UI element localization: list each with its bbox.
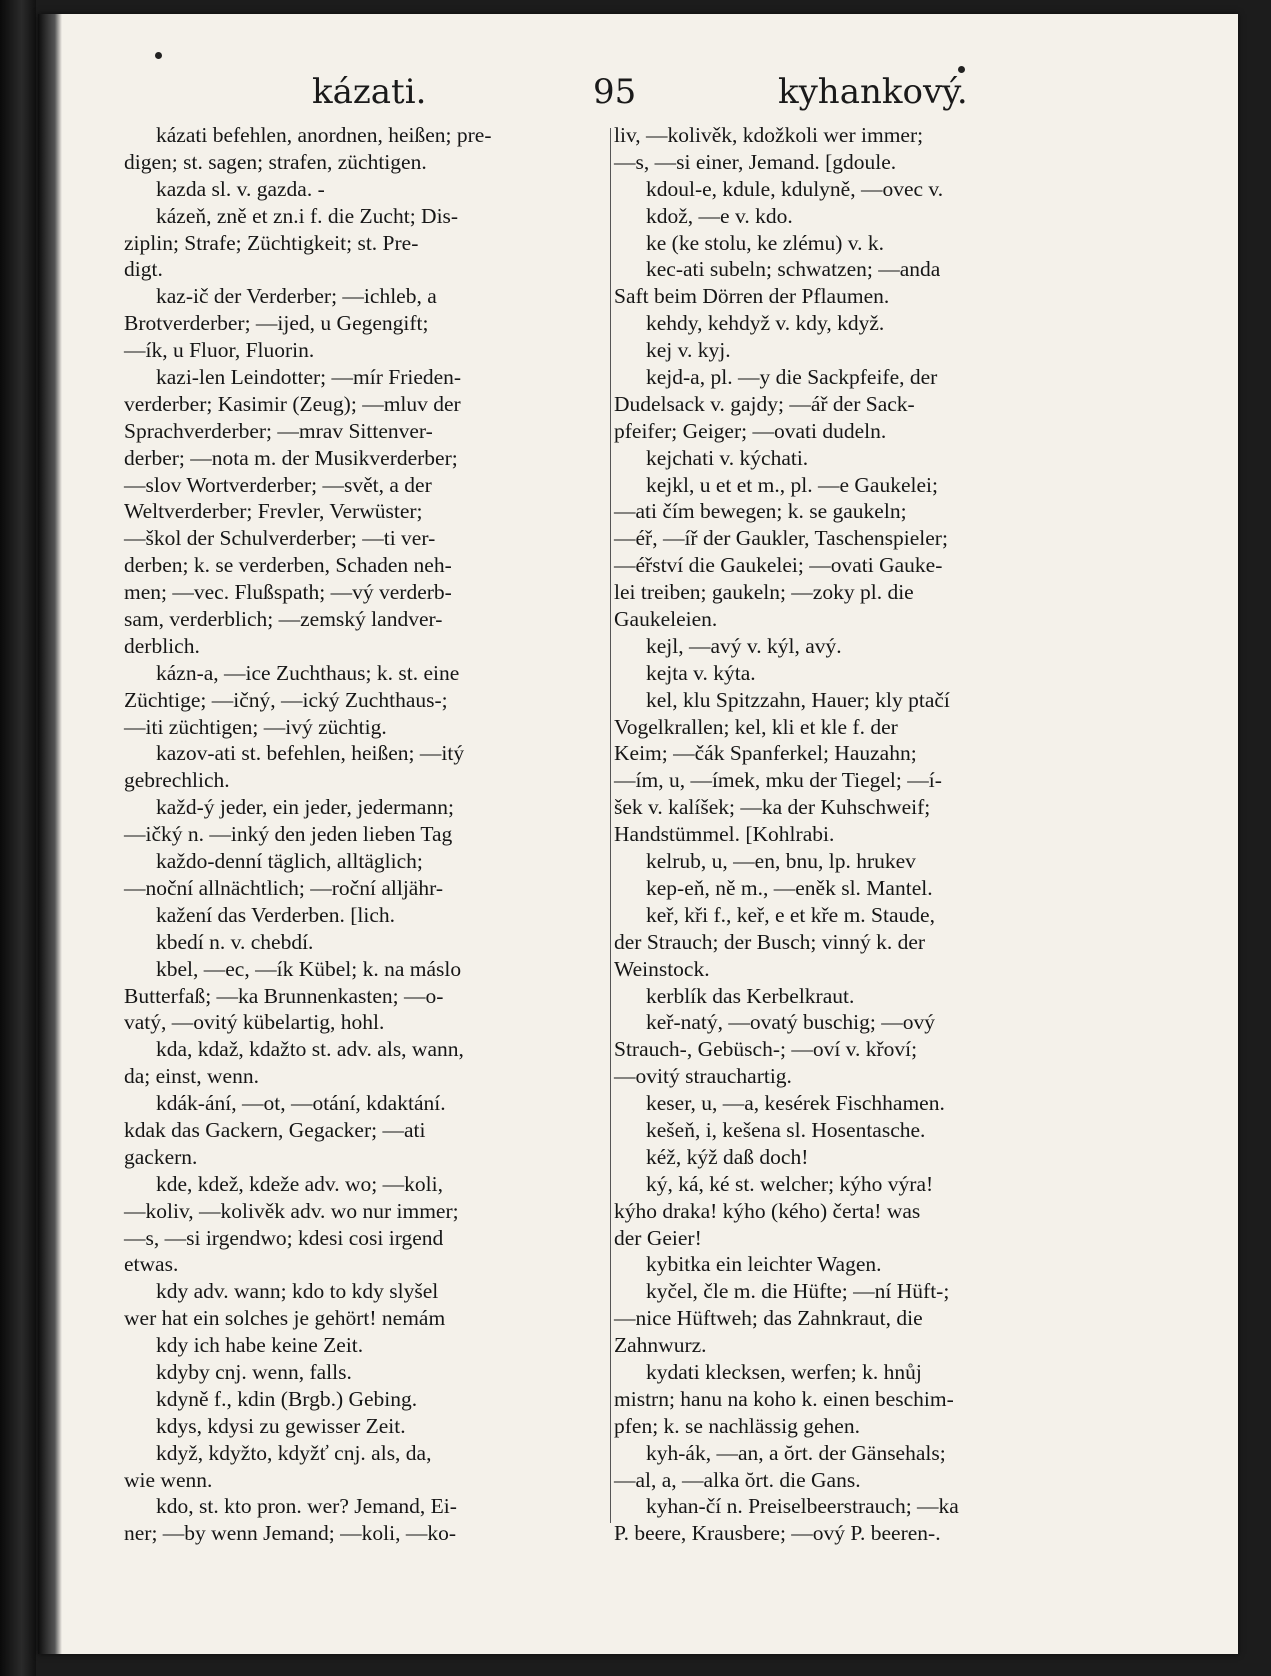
text-line: kelrub, u, —en, bnu, lp. hrukev: [646, 849, 916, 874]
text-line: kbedí n. v. chebdí.: [156, 929, 314, 954]
text-line: kdyby cnj. wenn, falls.: [156, 1359, 352, 1384]
text-line: Butterfaß; —ka Brunnenkasten; —o-: [124, 983, 444, 1008]
text-line: Saft beim Dörren der Pflaumen.: [614, 284, 890, 309]
text-line: Handstümmel. [Kohlrabi.: [614, 822, 835, 847]
text-line: —s, —si irgendwo; kdesi cosi irgend: [124, 1225, 444, 1250]
text-line: kdys, kdysi zu gewisser Zeit.: [156, 1413, 406, 1438]
text-line: —ovitý strauchartig.: [614, 1064, 792, 1089]
text-line: kejl, —avý v. kýl, avý.: [646, 633, 842, 658]
text-line: Gaukeleien.: [614, 607, 718, 632]
text-line: gackern.: [124, 1144, 198, 1169]
text-line: kec-ati subeln; schwatzen; —anda: [646, 257, 941, 282]
text-line: Weinstock.: [614, 956, 710, 981]
text-line: —ičký n. —inký den jeden lieben Tag: [124, 822, 453, 847]
text-line: kazov-ati st. befehlen, heißen; —itý: [156, 741, 465, 766]
text-line: kdo, st. kto pron. wer? Jemand, Ei-: [156, 1494, 457, 1519]
text-line: kda, kdaž, kdažto st. adv. als, wann,: [156, 1037, 464, 1062]
text-line: kázn-a, —ice Zuchthaus; k. st. eine: [156, 660, 460, 685]
text-line: —ík, u Fluor, Fluorin.: [124, 338, 315, 363]
text-line: kéž, kýž daß doch!: [646, 1144, 809, 1169]
text-line: kejkl, u et et m., pl. —e Gaukelei;: [646, 472, 938, 497]
text-line: každo-denní täglich, alltäglich;: [156, 849, 423, 874]
text-line: vatý, —ovitý kübelartig, hohl.: [124, 1010, 385, 1035]
running-head-left: kázati.: [312, 72, 427, 112]
text-line: kej v. kyj.: [646, 338, 731, 363]
text-line: kehdy, kehdyž v. kdy, když.: [646, 311, 885, 336]
text-line: gebrechlich.: [124, 768, 230, 793]
text-line: —ati čím bewegen; k. se gaukeln;: [614, 499, 907, 524]
text-line: P. beere, Krausbere; —ový P. beeren-.: [614, 1521, 941, 1546]
text-line: ký, ká, ké st. welcher; kýho výra!: [646, 1171, 934, 1196]
text-line: ziplin; Strafe; Züchtigkeit; st. Pre-: [124, 230, 419, 255]
left-column: [124, 122, 606, 1547]
text-line: kaz-ič der Verderber; —ichleb, a: [156, 284, 437, 309]
text-line: —škol der Schulverderber; —ti ver-: [124, 526, 436, 551]
text-line: kdy ich habe keine Zeit.: [156, 1333, 364, 1358]
text-line: kyh-ák, —an, a ŏrt. der Gänsehals;: [646, 1440, 946, 1465]
text-line: mistrn; hanu na koho k. einen beschim-: [614, 1386, 954, 1411]
text-line: kydati klecksen, werfen; k. hnůj: [646, 1359, 922, 1384]
text-line: kdák-ání, —ot, —otání, kdaktání.: [156, 1091, 446, 1116]
text-line: —nice Hüftweh; das Zahnkraut, die: [614, 1306, 923, 1331]
text-line: kdak das Gackern, Gegacker; —ati: [124, 1117, 426, 1142]
text-line: lei treiben; gaukeln; —zoky pl. die: [614, 580, 914, 605]
text-line: ke (ke stolu, ke zlému) v. k.: [646, 230, 885, 255]
text-line: der Geier!: [614, 1225, 702, 1250]
text-line: kde, kdež, kdeže adv. wo; —koli,: [156, 1171, 443, 1196]
text-line: —al, a, —alka ŏrt. die Gans.: [614, 1467, 861, 1492]
running-head-right: kyhankový.: [778, 72, 968, 112]
text-line: kešeň, i, kešena sl. Hosentasche.: [646, 1117, 926, 1142]
text-line: Brotverderber; —ijed, u Gegengift;: [124, 311, 429, 336]
text-line: da; einst, wenn.: [124, 1064, 259, 1089]
text-line: Sprachverderber; —mrav Sittenver-: [124, 418, 433, 443]
text-line: kep-eň, ně m., —eněk sl. Mantel.: [646, 875, 933, 900]
text-line: kýho draka! kýho (kého) čerta! was: [614, 1198, 921, 1223]
text-line: liv, —kolivěk, kdožkoli wer immer;: [614, 123, 924, 147]
text-line: digen; st. sagen; strafen, züchtigen.: [124, 149, 427, 174]
text-line: keř-natý, —ovatý buschig; —ový: [646, 1010, 936, 1035]
text-line: —iti züchtigen; —ivý züchtig.: [124, 714, 387, 739]
text-line: kdy adv. wann; kdo to kdy slyšel: [156, 1279, 439, 1304]
text-line: ner; —by wenn Jemand; —koli, —ko-: [124, 1521, 457, 1546]
text-line: —éřství die Gaukelei; —ovati Gauke-: [614, 553, 943, 578]
text-line: kazda sl. v. gazda. -: [156, 176, 325, 201]
text-line: men; —vec. Flußspath; —vý verderb-: [124, 580, 452, 605]
text-line: kbel, —ec, —ík Kübel; k. na máslo: [156, 956, 462, 981]
text-line: kázeň, zně et zn.i f. die Zucht; Dis-: [156, 203, 459, 228]
text-line: —ím, u, —ímek, mku der Tiegel; —í-: [614, 768, 942, 793]
text-line: Dudelsack v. gajdy; —ář der Sack-: [614, 391, 915, 416]
text-line: kázati befehlen, anordnen, heißen; pre-: [156, 123, 492, 147]
text-line: —éř, —íř der Gaukler, Taschenspieler;: [614, 526, 948, 551]
text-line: digt.: [124, 257, 163, 282]
text-line: kyčel, čle m. die Hüfte; —ní Hüft-;: [646, 1279, 950, 1304]
text-line: šek v. kalíšek; —ka der Kuhschweif;: [614, 795, 931, 820]
page-number: 95: [593, 72, 637, 112]
text-line: —koliv, —kolivěk adv. wo nur immer;: [124, 1198, 459, 1223]
text-line: kerblík das Kerbelkraut.: [646, 983, 855, 1008]
text-line: každ-ý jeder, ein jeder, jedermann;: [156, 795, 454, 820]
page-gutter-shadow: [38, 14, 62, 1654]
text-line: sam, verderblich; —zemský landver-: [124, 607, 443, 632]
text-line: kejchati v. kýchati.: [646, 445, 809, 470]
book-spine-shadow: [0, 0, 36, 1676]
text-line: —noční allnächtlich; —roční alljähr-: [124, 875, 443, 900]
text-line: Strauch-, Gebüsch-; —oví v. křoví;: [614, 1037, 918, 1062]
text-line: kdož, —e v. kdo.: [646, 203, 793, 228]
text-line: —s, —si einer, Jemand. [gdoule.: [614, 149, 897, 174]
text-line: kejd-a, pl. —y die Sackpfeife, der: [646, 365, 938, 390]
text-line: kazi-len Leindotter; —mír Frieden-: [156, 365, 462, 390]
text-line: Keim; —čák Spanferkel; Hauzahn;: [614, 741, 917, 766]
print-speck: [155, 52, 162, 59]
right-column: [614, 122, 1092, 1547]
text-line: derber; —nota m. der Musikverderber;: [124, 445, 458, 470]
text-line: Weltverderber; Frevler, Verwüster;: [124, 499, 423, 524]
text-line: kdoul-e, kdule, kdulyně, —ovec v.: [646, 176, 944, 201]
text-line: kyhan-čí n. Preiselbeerstrauch; —ka: [646, 1494, 959, 1519]
column-divider: [610, 128, 611, 1523]
text-line: kejta v. kýta.: [646, 660, 756, 685]
text-line: der Strauch; der Busch; vinný k. der: [614, 929, 926, 954]
text-line: —slov Wortverderber; —svět, a der: [124, 472, 432, 497]
text-line: když, kdyžto, kdyžť cnj. als, da,: [156, 1440, 432, 1465]
text-line: keser, u, —a, kesérek Fischhamen.: [646, 1091, 945, 1116]
text-line: Zahnwurz.: [614, 1333, 707, 1358]
text-line: etwas.: [124, 1252, 179, 1277]
text-line: wie wenn.: [124, 1467, 213, 1492]
text-line: kel, klu Spitzzahn, Hauer; kly ptačí: [646, 687, 950, 712]
text-line: verderber; Kasimir (Zeug); —mluv der: [124, 391, 461, 416]
text-line: wer hat ein solches je gehört! nemám: [124, 1306, 446, 1331]
text-line: kdyně f., kdin (Brgb.) Gebing.: [156, 1386, 418, 1411]
text-line: Züchtige; —ičný, —ický Zuchthaus-;: [124, 687, 448, 712]
text-line: derben; k. se verderben, Schaden neh-: [124, 553, 452, 578]
text-line: derblich.: [124, 633, 200, 658]
text-line: pfen; k. se nachlässig gehen.: [614, 1413, 860, 1438]
text-line: kybitka ein leichter Wagen.: [646, 1252, 882, 1277]
text-line: Vogelkrallen; kel, kli et kle f. der: [614, 714, 898, 739]
text-line: kažení das Verderben. [lich.: [156, 902, 395, 927]
text-line: keř, kři f., keř, e et kře m. Staude,: [646, 902, 935, 927]
text-line: pfeifer; Geiger; —ovati dudeln.: [614, 418, 887, 443]
